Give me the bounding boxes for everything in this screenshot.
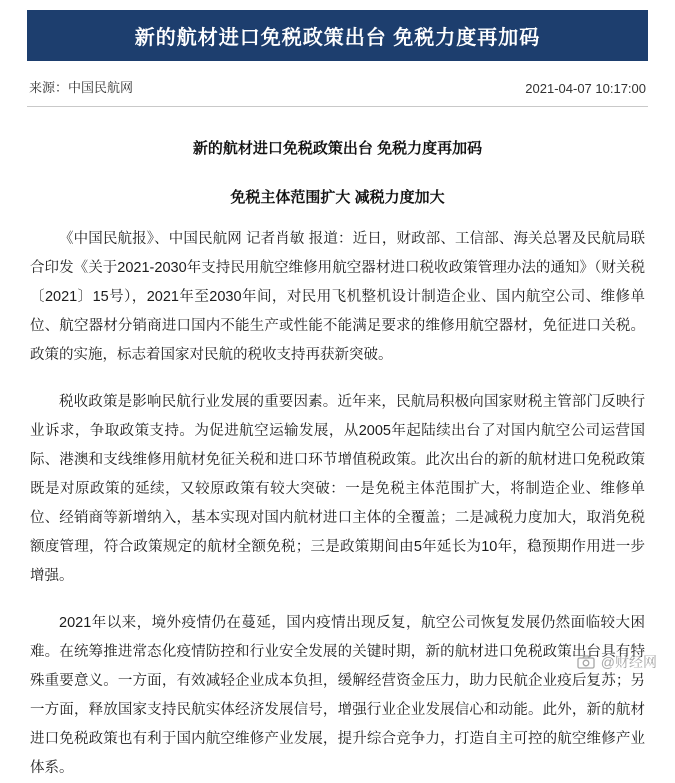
article-paragraph: 《中国民航报》、中国民航网 记者肖敏 报道：近日，财政部、工信部、海关总署及民航局联合印发《关于2021-2030年支持民用航空维修用航空器材进口税收政策管理办法的通知》（财关税〔2021〕15号），2021年至2030年间，对民用飞机整机设计制造企业、国内航空公司、维修单位、航空器材分销商进口国内不能生产或性能不能满足要求的维修用航空器材，免征进口关税。政策的实施，标志着国家对民航的税收支持再获新突破。 (30, 231, 645, 363)
source-label: 来源：中国民航网 (29, 80, 134, 95)
article-title: 新的航材进口免税政策出台 免税力度再加码 (192, 140, 483, 157)
article-page (0, 10, 675, 783)
article-meta (27, 61, 648, 107)
publish-date: 2021-04-07 10:17:00 (525, 81, 646, 96)
page-title: 新的航材进口免税政策出台 免税力度再加码 (134, 27, 541, 49)
page-title-bar (27, 10, 648, 61)
watermark (577, 652, 657, 672)
article-paragraph: 2021年以来，境外疫情仍在蔓延，国内疫情出现反复，航空公司恢复发展仍然面临较大困难。在统筹推进常态化疫情防控和行业安全发展的关键时期，新的航材进口免税政策出台具有特殊重要意义。一方面，有效减轻企业成本负担，缓解经营资金压力，助力民航企业疫后复苏；另一方面，释放国家支持民航实体经济发展信号，增强行业企业发展信心和动能。此外，新的航材进口免税政策也有利于国内航空维修产业发展，提升综合竞争力，打造自主可控的航空维修产业体系。 (30, 615, 645, 776)
watermark-label: @财经网 (600, 654, 657, 670)
camera-icon (577, 655, 595, 669)
article-body (0, 107, 675, 783)
article-paragraph: 税收政策是影响民航行业发展的重要因素。近年来，民航局积极向国家财税主管部门反映行业诉求，争取政策支持。为促进航空运输发展，从2005年起陆续出台了对国内航空公司运营国际、港澳和支线维修用航材免征关税和进口环节增值税政策。此次出台的新的航材进口免税政策既是对原政策的延续，又较原政策有较大突破：一是免税主体范围扩大，将制造企业、维修单位、经销商等新增纳入，基本实现对国内航材进口主体的全覆盖；二是减税力度加大，取消免税额度管理，符合政策规定的航材全额免税；三是政策期间由5年延长为10年，稳预期作用进一步增强。 (30, 394, 645, 584)
article-subtitle: 免税主体范围扩大 减税力度加大 (230, 189, 445, 206)
